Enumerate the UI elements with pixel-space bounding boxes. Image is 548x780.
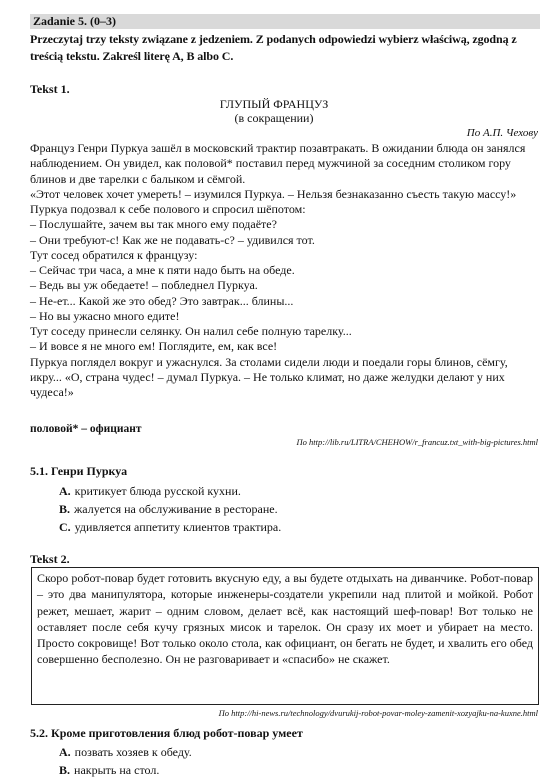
q1-option-a[interactable] (59, 484, 241, 498)
option-text: позвать хозяев к обеду. (74, 745, 192, 759)
text1-body (30, 141, 542, 400)
text1-paragraph: – Сейчас три часа, а мне к пяти надо быть на обеде. (30, 263, 295, 277)
option-text: критикует блюда русской кухни. (74, 484, 241, 498)
q2-option-b[interactable] (59, 763, 159, 777)
text2-label: Tekst 2. (30, 552, 70, 566)
text2-body: Скоро робот-повар будет готовить вкусную еду, а вы будете отдыхать на диванчике. Робот-повар – это два манипулятора, которые инженеры-создатели укрепили над плитой и мойкой. Робот режет, мешает, жарит – одним словом, делает всё, как настоящий шеф-повар! Вот только не оставляет после себя кучу грязных мисок и тарелок. Он сразу их моет и убирает на место. Просто сокровище! Вот только около стола, как официант, он бегать не будет, и хвалить его обед совершенно бесполезно. Он не разговаривает и «спасибо» не скажет. (37, 571, 533, 667)
option-letter: A. (59, 484, 71, 498)
text1-source: По http://lib.ru/LITRA/CHEHOW/r_francuz.txt_with-big-pictures.html (296, 437, 538, 447)
text1-paragraph: Тут сосед обратился к французу: (30, 247, 198, 262)
text1-paragraph: Пуркуа поглядел вокруг и ужаснулся. За столами сидели люди и поедали горы блинов, сёмгу, икру... «О, страна чудес! – думал Пуркуа. – Не только климат, но даже желудки делают у них чудеса!» (30, 354, 508, 399)
option-text: жалуется на обслуживание в ресторане. (74, 502, 278, 516)
text1-paragraph: Француз Генри Пуркуа зашёл в московский трактир позавтракать. В ожидании блюда он занялся наблюдением. Он увидел, как половой* поставил перед мужчиной за соседним столиком гору блинов и две тарелки с балыком и сёмгой. (30, 141, 526, 186)
text1-paragraph: – И вовсе я не много ем! Поглядите, ем, как все! (30, 339, 278, 354)
text2-box (31, 567, 539, 705)
text1-paragraph: Тут соседу принесли селянку. Он налил себе полную тарелку... (30, 324, 352, 338)
text1-paragraph: – Но вы ужасно много едите! (30, 308, 180, 323)
option-letter: C. (59, 520, 71, 534)
option-text: удивляется аппетиту клиентов трактира. (74, 520, 282, 534)
option-letter: B. (59, 763, 71, 777)
text1-paragraph: – Они требуют-с! Как же не подавать-с? – удивился тот. (30, 232, 315, 247)
text1-author: По А.П. Чехову (466, 127, 538, 139)
q2-title: 5.2. Кроме приготовления блюд робот-повар умеет (30, 726, 303, 740)
text1-paragraph: Пуркуа подозвал к себе полового и спросил шёпотом: (30, 202, 306, 216)
task-instruction: Przeczytaj trzy teksty związane z jedzeniem. Z podanych odpowiedzi wybierz właściwą, zgodną z treścią tekstu. Zakreśl literę A, B albo C. (30, 32, 517, 63)
q2-option-a[interactable] (59, 745, 192, 759)
text1-gloss: половой* – официант (30, 423, 142, 435)
text1-title: ГЛУПЫЙ ФРАНЦУЗ (219, 97, 329, 111)
text1-paragraph: – Ведь вы уж обедаете! – побледнел Пуркуа. (30, 278, 258, 293)
text2-source: По http://hi-news.ru/technology/dvurukij-robot-povar-moley-zamenit-xozyajku-na-kuxne.html (218, 708, 538, 718)
text1-paragraph: «Этот человек хочет умереть! – изумился Пуркуа. – Нельзя безнаказанно съесть такую массу!» (30, 186, 517, 201)
task-header: Zadanie 5. (0–3) (30, 14, 540, 29)
option-letter: A. (59, 745, 71, 759)
q1-option-b[interactable] (59, 502, 278, 516)
text1-subtitle: (в сокращении) (234, 111, 314, 125)
text1-paragraph: – Послушайте, зачем вы так много ему подаёте? (30, 217, 277, 232)
q1-title: 5.1. Генри Пуркуа (30, 464, 128, 478)
q1-option-c[interactable] (59, 520, 281, 534)
text1-label: Tekst 1. (30, 82, 70, 96)
option-letter: B. (59, 502, 71, 516)
option-text: накрыть на стол. (74, 763, 160, 777)
text1-paragraph: – Не-ет... Какой же это обед? Это завтрак... блины... (30, 293, 294, 308)
